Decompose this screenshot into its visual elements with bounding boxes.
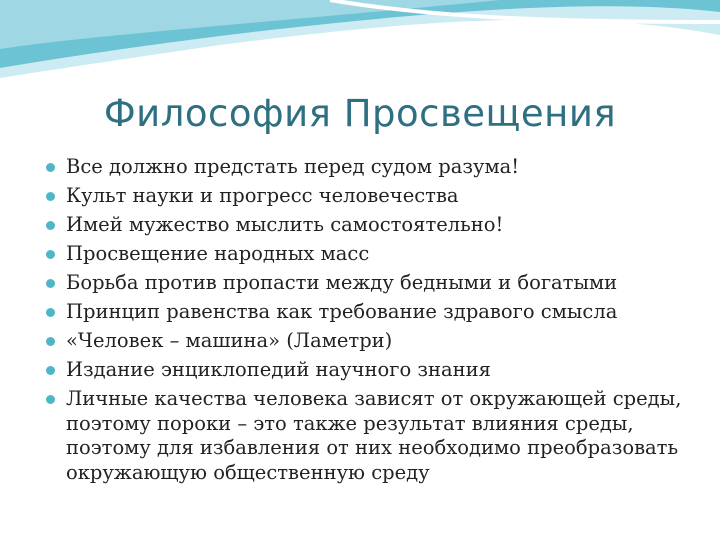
bullet-marker-icon — [46, 163, 55, 172]
bullet-item — [44, 271, 684, 296]
bullet-text: Культ науки и прогресс человечества — [66, 184, 459, 207]
bullet-text: Принцип равенства как требование здравого смысла — [66, 300, 618, 323]
bullet-list — [44, 155, 684, 490]
bullet-text: Борьба против пропасти между бедными и богатыми — [66, 271, 618, 294]
bullet-item — [44, 300, 684, 325]
bullet-item — [44, 213, 684, 238]
bullet-marker-icon — [46, 366, 55, 375]
bullet-item — [44, 242, 684, 267]
bullet-text: Издание энциклопедий научного знания — [66, 358, 491, 381]
bullet-marker-icon — [46, 250, 55, 259]
bullet-marker-icon — [46, 395, 55, 404]
bullet-item — [44, 329, 684, 354]
bullet-marker-icon — [46, 279, 55, 288]
bullet-text: Имей мужество мыслить самостоятельно! — [66, 213, 504, 236]
bullet-marker-icon — [46, 221, 55, 230]
bullet-marker-icon — [46, 192, 55, 201]
bullet-item — [44, 358, 684, 383]
bullet-marker-icon — [46, 337, 55, 346]
bullet-marker-icon — [46, 308, 55, 317]
bullet-text: Просвещение народных масс — [66, 242, 370, 265]
bullet-text: «Человек – машина» (Ламетри) — [66, 329, 393, 352]
bullet-item — [44, 155, 684, 180]
bullet-text: Все должно предстать перед судом разума! — [66, 155, 520, 178]
bullet-text: Личные качества человека зависят от окружающей среды, поэтому пороки – это также результат влияния среды, поэтому для избавления от них необходимо преобразовать окружающую общественную среду — [66, 387, 682, 484]
slide-title: Философия Просвещения — [103, 92, 617, 135]
bullet-item — [44, 184, 684, 209]
bullet-item — [44, 387, 684, 485]
wave-header-decoration — [0, 0, 720, 100]
